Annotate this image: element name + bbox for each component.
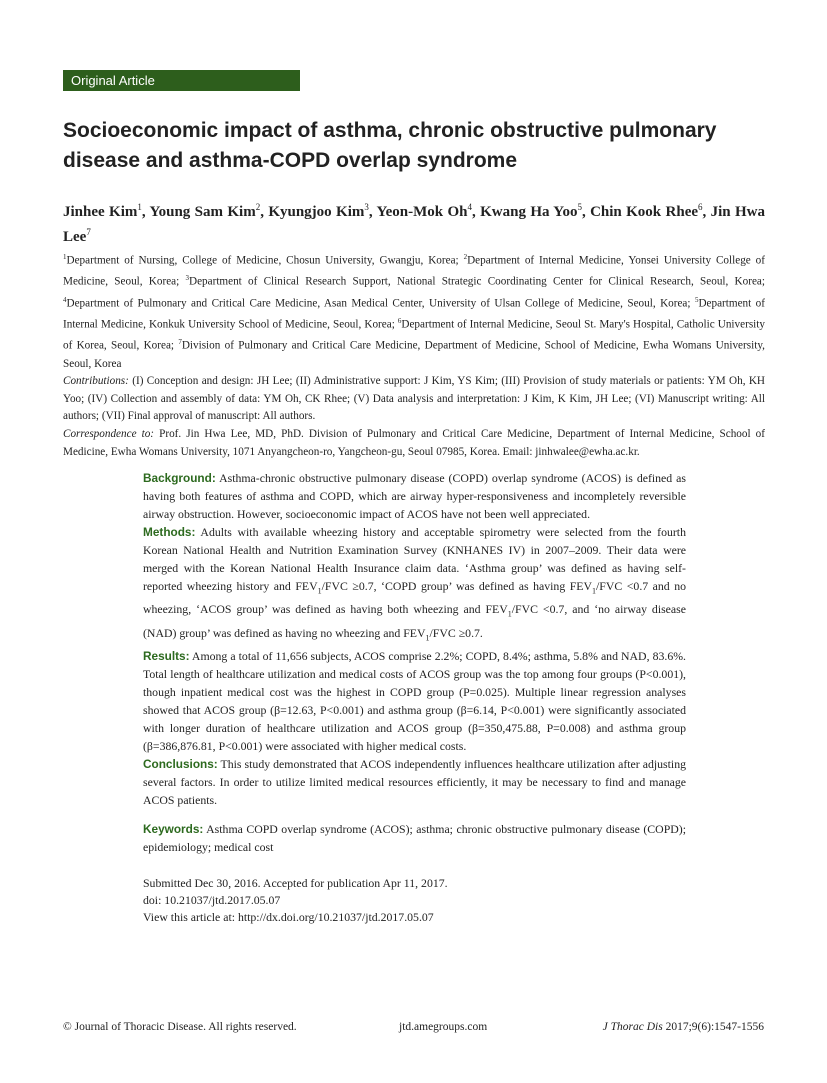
article-title: Socioeconomic impact of asthma, chronic obstructive pulmonary disease and asthma-COPD overlap syndrome: [63, 119, 717, 172]
author-name: Yeon-Mok Oh: [376, 204, 468, 220]
affiliation-number: 2: [463, 253, 468, 261]
affiliation: Department of Clinical Research Support, National Strategic Coordinating Center for Clinical Research, Seoul, Korea;: [188, 276, 765, 289]
keywords-label: Keywords:: [143, 822, 204, 836]
affiliation-number: 7: [178, 338, 182, 347]
author-name: Chin Kook Rhee: [590, 204, 699, 220]
author-affiliation-number: 6: [698, 202, 703, 212]
abstract-results: [143, 647, 686, 755]
background-text: Asthma-chronic obstructive pulmonary disease (COPD) overlap syndrome (ACOS) is defined as having both features of asthma and COPD, which are airway hyper-responsiveness and incompletely reversible airway obstruction. However, socioeconomic impact of ACOS have not been well appreciated.: [143, 471, 686, 521]
methods-label: Methods:: [143, 525, 196, 539]
affiliation: Division of Pulmonary and Critical Care Medicine, Department of Medicine, School of Medicine, Ewha Womans University, Seoul, Korea: [63, 340, 765, 370]
methods-text: /FVC ≥0.7, ‘COPD group’ was defined as having FEV: [321, 579, 593, 593]
article-type-banner: Original Article: [63, 70, 300, 91]
affiliation: Department of Internal Medicine, Seoul St. Mary's Hospital, Catholic University of Korea, Seoul, Korea;: [63, 318, 765, 353]
author-affiliation-number: 7: [86, 227, 91, 237]
abstract-background: [143, 469, 686, 523]
abstract-methods: [143, 523, 686, 647]
affiliation-number: 6: [397, 316, 402, 325]
abstract-conclusions: [143, 755, 686, 809]
methods-text: /FVC <0.7, and ‘no airway disease (NAD) group’ was defined as having no wheezing and FEV: [143, 602, 686, 640]
submission-info: [143, 875, 448, 926]
affiliation-number: 4: [63, 295, 67, 304]
footer-copyright: © Journal of Thoracic Disease. All rights reserved.: [63, 1021, 297, 1033]
journal-abbrev: J Thorac Dis: [602, 1021, 663, 1033]
affiliations: [63, 249, 765, 373]
author-name: Young Sam Kim: [149, 204, 256, 220]
contributions: [63, 373, 765, 426]
doi: doi: 10.21037/jtd.2017.05.07: [143, 893, 281, 907]
keywords-text: Asthma COPD overlap syndrome (ACOS); asthma; chronic obstructive pulmonary disease (COPD); epidemiology; medical cost: [143, 822, 686, 854]
methods-text: /FVC <0.7 and no wheezing, ‘ACOS group’ was defined as having both wheezing and FEV: [143, 579, 687, 617]
author-affiliation-number: 1: [137, 202, 142, 212]
affiliation-number: 1: [63, 253, 67, 261]
author-name: Kwang Ha Yoo: [480, 204, 578, 220]
affiliation-number: 5: [694, 295, 699, 304]
contributions-text: (I) Conception and design: JH Lee; (II) Administrative support: J Kim, YS Kim; (III) Provision of study materials or patients: YM Oh, KH Yoo; (IV) Collection and assembly of data: YM Oh, CK Rhee; (V) Data analysis and interpretation: J Kim, K Kim, JH Lee; (VI) Manuscript writing: All authors; (VII) Final approval of manuscript: All authors.: [63, 375, 765, 423]
footer-site-link[interactable]: jtd.amegroups.com: [399, 1021, 488, 1033]
correspondence: [63, 426, 765, 461]
methods-text: /FVC ≥0.7.: [429, 625, 483, 640]
correspondence-label: Correspondence to:: [63, 428, 155, 441]
abstract: [143, 469, 686, 809]
author-affiliation-number: 4: [467, 202, 472, 212]
background-label: Background:: [143, 471, 216, 485]
author-list: Jinhee Kim$^1$, Young Sam Kim$^2$, Kyungjoo Kim$^3$, Yeon-Mok Oh$^4$, Kwang Ha Yoo$^5$, Chin Kook Rhee$^6$, Jin Hwa Lee$^7$: [63, 202, 766, 245]
subscript: 1: [425, 633, 430, 643]
affiliation: Department of Internal Medicine, Konkuk University School of Medicine, Seoul, Korea;: [63, 297, 765, 331]
submission-dates: Submitted Dec 30, 2016. Accepted for publication Apr 11, 2017.: [143, 876, 448, 890]
author-affiliation-number: 3: [364, 202, 369, 212]
subscript: 1: [507, 609, 512, 619]
author-name: Kyungjoo Kim: [268, 204, 365, 220]
author-name: Jinhee Kim: [63, 204, 138, 220]
contributions-label: Contributions:: [63, 375, 129, 388]
footer-citation: [603, 1021, 764, 1033]
affiliation-number: 3: [185, 274, 189, 283]
author-affiliation-number: 2: [255, 202, 261, 212]
affiliations-block: [63, 249, 765, 461]
correspondence-text: Prof. Jin Hwa Lee, MD, PhD. Division of Pulmonary and Critical Care Medicine, Department of Internal Medicine, School of Medicine, Ewha Womans University, 1071 Anyangcheon-ro, Yangcheon-gu, Seoul 07985, Korea. Email: jinhwalee@ewha.ac.kr.: [63, 428, 766, 458]
affiliation: Department of Pulmonary and Critical Care Medicine, Asan Medical Center, University of Ulsan College of Medicine, Seoul, Korea;: [66, 297, 695, 310]
affiliation: Department of Internal Medicine, Yonsei University College of Medicine, Seoul, Korea;: [63, 254, 766, 289]
article-link[interactable]: View this article at: http://dx.doi.org/10.21037/jtd.2017.05.07: [143, 910, 434, 924]
conclusions-text: This study demonstrated that ACOS independently influences healthcare utilization after adjusting several factors. In order to utilize limited medical resources efficiently, it may be necessary to find and manage ACOS patients.: [143, 757, 686, 808]
conclusions-label: Conclusions:: [143, 757, 218, 772]
author-affiliation-number: 5: [577, 202, 582, 212]
affiliation: Department of Nursing, College of Medicine, Chosun University, Gwangju, Korea;: [66, 254, 464, 267]
citation-text: 2017;9(6):1547-1556: [662, 1021, 764, 1033]
subscript: 1: [317, 586, 322, 596]
results-text: Among a total of 11,656 subjects, ACOS comprise 2.2%; COPD, 8.4%; asthma, 5.8% and NAD, 83.6%. Total length of healthcare utilization and medical costs of ACOS group was the top among four groups (P<0.001), though inpatient medical cost was the highest in COPD group (P=0.025). Multiple linear regression analyses showed that ACOS group (β=12.63, P<0.001) and asthma group (β=6.14, P<0.001) were significantly associated with longer duration of healthcare utilization and ACOS group (β=350,475.88, P=0.008) and asthma group (β=386,876.81, P<0.001) were associated with higher medical costs.: [143, 649, 686, 754]
methods-text: Adults with available wheezing history and acceptable spirometry were selected from the fourth Korean National Health and Nutrition Examination Survey (KNHANES IV) in 2007–2009. Their data were merged with the Korean National Health Insurance claim data. ‘Asthma group’ was defined as having self-reported wheezing history and FEV: [143, 525, 686, 593]
author-name: Jin Hwa Lee: [63, 204, 766, 245]
results-label: Results:: [143, 649, 190, 664]
subscript: 1: [592, 586, 597, 596]
keywords: [143, 820, 686, 856]
